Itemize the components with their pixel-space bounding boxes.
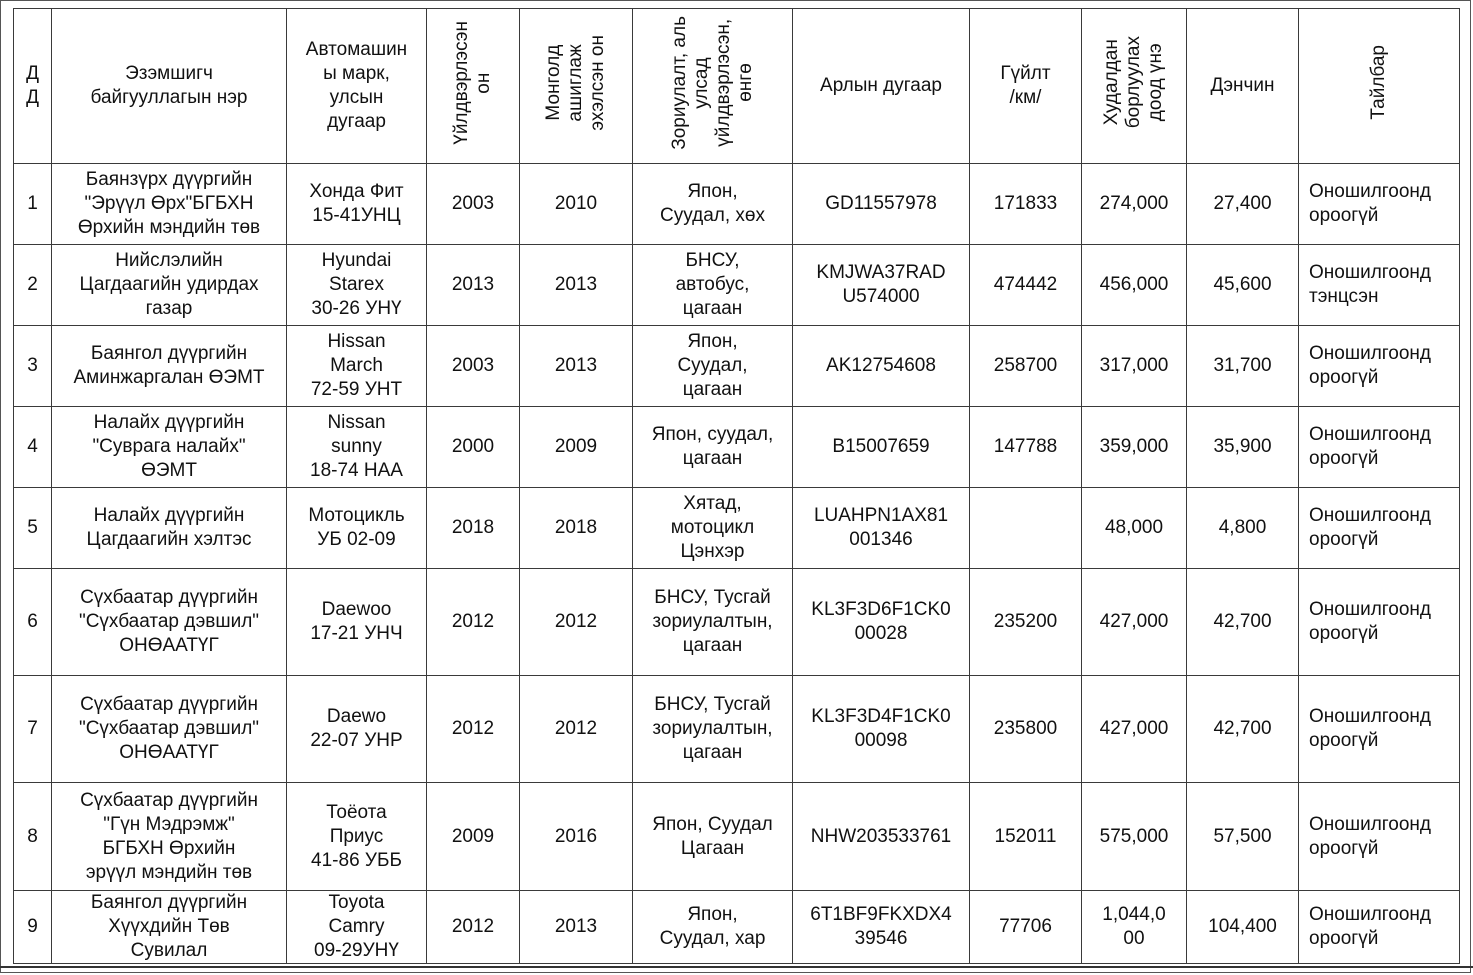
cell-org: Нийслэлийн Цагдаагийн удирдах газар [52, 245, 287, 326]
cell-no: 2 [14, 245, 52, 326]
bottom-rule [0, 966, 1473, 968]
cell-made-year: 2012 [427, 676, 520, 783]
cell-mileage: 147788 [970, 407, 1082, 488]
cell-mileage: 235200 [970, 569, 1082, 676]
cell-deposit: 31,700 [1187, 326, 1299, 407]
cell-origin: Япон, Суудал, хар [633, 891, 793, 964]
cell-brand: Hissan March 72-59 УНТ [287, 326, 427, 407]
header-deposit: Дэнчин [1187, 9, 1299, 164]
cell-mileage: 235800 [970, 676, 1082, 783]
cell-origin: Япон, суудал, цагаан [633, 407, 793, 488]
cell-note: Оношилгоонд ороогүй [1299, 164, 1460, 245]
cell-deposit: 4,800 [1187, 488, 1299, 569]
table-row [14, 407, 1460, 488]
header-note [1299, 9, 1460, 164]
header-mileage: Гүйлт /км/ [970, 9, 1082, 164]
cell-org: Баянгол дүүргийн Аминжаргалан ӨЭМТ [52, 326, 287, 407]
cell-org: Сүхбаатар дүүргийн "Сүхбаатар дэвшил" ОНӨААТҮГ [52, 676, 287, 783]
cell-deposit: 104,400 [1187, 891, 1299, 964]
cell-org: Баянзүрх дүүргийн "Эрүүл Өрх"БГБХН Өрхийн мэндийн төв [52, 164, 287, 245]
header-min-price-text: Худалдан борлуулах доод үнэ [1101, 36, 1166, 129]
cell-no: 1 [14, 164, 52, 245]
table-row [14, 326, 1460, 407]
table-row [14, 676, 1460, 783]
cell-made-year: 2012 [427, 569, 520, 676]
cell-brand: Daewoo 17-21 УНЧ [287, 569, 427, 676]
cell-mileage: 152011 [970, 783, 1082, 891]
table-row [14, 569, 1460, 676]
cell-origin: БНСУ, Тусгай зориулалтын, цагаан [633, 676, 793, 783]
cell-used-year: 2013 [520, 891, 633, 964]
cell-chassis: KMJWA37RAD U574000 [793, 245, 970, 326]
cell-min-price: 427,000 [1082, 569, 1187, 676]
cell-brand: Hyundai Starex 30-26 УНҮ [287, 245, 427, 326]
cell-chassis: 6T1BF9FKXDX4 39546 [793, 891, 970, 964]
table-row [14, 245, 1460, 326]
cell-note: Оношилгоонд ороогүй [1299, 326, 1460, 407]
cell-made-year: 2013 [427, 245, 520, 326]
cell-chassis: NHW203533761 [793, 783, 970, 891]
cell-mileage: 77706 [970, 891, 1082, 964]
cell-note: Оношилгоонд тэнцсэн [1299, 245, 1460, 326]
cell-origin: Япон, Суудал, цагаан [633, 326, 793, 407]
header-used-year [520, 9, 633, 164]
cell-origin: Япон, Суудал Цагаан [633, 783, 793, 891]
cell-chassis: KL3F3D6F1CK0 00028 [793, 569, 970, 676]
cell-made-year: 2009 [427, 783, 520, 891]
cell-chassis: GD11557978 [793, 164, 970, 245]
cell-org: Налайх дүүргийн "Суврага налайх" ӨЭМТ [52, 407, 287, 488]
cell-chassis: KL3F3D4F1CK0 00098 [793, 676, 970, 783]
cell-no: 7 [14, 676, 52, 783]
cell-note: Оношилгоонд ороогүй [1299, 407, 1460, 488]
cell-brand: Nissan sunny 18-74 НАА [287, 407, 427, 488]
cell-deposit: 35,900 [1187, 407, 1299, 488]
cell-no: 4 [14, 407, 52, 488]
cell-org: Баянгол дүүргийн Хүүхдийн Төв Сувилал [52, 891, 287, 964]
cell-note: Оношилгоонд ороогүй [1299, 488, 1460, 569]
cell-chassis: LUAHPN1AX81 001346 [793, 488, 970, 569]
cell-deposit: 27,400 [1187, 164, 1299, 245]
cell-min-price: 1,044,0 00 [1082, 891, 1187, 964]
cell-used-year: 2016 [520, 783, 633, 891]
cell-note: Оношилгоонд ороогүй [1299, 676, 1460, 783]
cell-no: 3 [14, 326, 52, 407]
cell-used-year: 2012 [520, 569, 633, 676]
cell-made-year: 2000 [427, 407, 520, 488]
cell-brand: Хонда Фит 15-41УНЦ [287, 164, 427, 245]
cell-deposit: 42,700 [1187, 676, 1299, 783]
vehicle-table [13, 8, 1460, 964]
cell-no: 9 [14, 891, 52, 964]
cell-origin: Япон, Суудал, хөх [633, 164, 793, 245]
cell-made-year: 2012 [427, 891, 520, 964]
header-origin-text: Зориулалт, аль улсад үйлдвэрлэсэн, өнгө [668, 15, 756, 150]
cell-min-price: 427,000 [1082, 676, 1187, 783]
cell-used-year: 2013 [520, 326, 633, 407]
cell-deposit: 57,500 [1187, 783, 1299, 891]
cell-used-year: 2010 [520, 164, 633, 245]
header-origin [633, 9, 793, 164]
cell-made-year: 2003 [427, 326, 520, 407]
cell-org: Налайх дүүргийн Цагдаагийн хэлтэс [52, 488, 287, 569]
header-made-year-text: Үйлдвэрлэсэн он [451, 20, 494, 145]
cell-min-price: 575,000 [1082, 783, 1187, 891]
cell-origin: Хятад, мотоцикл Цэнхэр [633, 488, 793, 569]
cell-min-price: 359,000 [1082, 407, 1187, 488]
cell-chassis: AK12754608 [793, 326, 970, 407]
cell-brand: Daewo 22-07 УНР [287, 676, 427, 783]
cell-note: Оношилгоонд ороогүй [1299, 783, 1460, 891]
cell-origin: БНСУ, Тусгай зориулалтын, цагаан [633, 569, 793, 676]
cell-deposit: 42,700 [1187, 569, 1299, 676]
cell-used-year: 2013 [520, 245, 633, 326]
table-row [14, 488, 1460, 569]
cell-org: Сүхбаатар дүүргийн "Сүхбаатар дэвшил" ОНӨААТҮГ [52, 569, 287, 676]
header-min-price [1082, 9, 1187, 164]
cell-chassis: B15007659 [793, 407, 970, 488]
cell-min-price: 48,000 [1082, 488, 1187, 569]
header-chassis: Арлын дугаар [793, 9, 970, 164]
cell-mileage [970, 488, 1082, 569]
cell-no: 5 [14, 488, 52, 569]
table-row [14, 891, 1460, 964]
header-no: Д Д [14, 9, 52, 164]
cell-used-year: 2018 [520, 488, 633, 569]
header-note-text: Тайлбар [1368, 45, 1389, 120]
cell-used-year: 2012 [520, 676, 633, 783]
cell-used-year: 2009 [520, 407, 633, 488]
cell-mileage: 258700 [970, 326, 1082, 407]
cell-made-year: 2018 [427, 488, 520, 569]
cell-min-price: 456,000 [1082, 245, 1187, 326]
table-row [14, 164, 1460, 245]
cell-mileage: 474442 [970, 245, 1082, 326]
cell-brand: Тоёота Приус 41-86 УББ [287, 783, 427, 891]
header-made-year [427, 9, 520, 164]
cell-deposit: 45,600 [1187, 245, 1299, 326]
cell-note: Оношилгоонд ороогүй [1299, 569, 1460, 676]
header-used-year-text: Монголд ашиглаж эхэлсэн он [543, 34, 608, 131]
cell-no: 8 [14, 783, 52, 891]
cell-mileage: 171833 [970, 164, 1082, 245]
cell-origin: БНСУ, автобус, цагаан [633, 245, 793, 326]
header-org: Эзэмшигч байгууллагын нэр [52, 9, 287, 164]
cell-no: 6 [14, 569, 52, 676]
cell-made-year: 2003 [427, 164, 520, 245]
cell-brand: Мотоцикль УБ 02-09 [287, 488, 427, 569]
cell-note: Оношилгоонд ороогүй [1299, 891, 1460, 964]
cell-brand: Toyota Camry 09-29УНҮ [287, 891, 427, 964]
header-row [14, 9, 1460, 164]
cell-org: Сүхбаатар дүүргийн "Гүн Мэдрэмж" БГБХН Өрхийн эрүүл мэндийн төв [52, 783, 287, 891]
cell-min-price: 274,000 [1082, 164, 1187, 245]
table-row [14, 783, 1460, 891]
header-brand: Автомашин ы марк, улсын дугаар [287, 9, 427, 164]
cell-min-price: 317,000 [1082, 326, 1187, 407]
